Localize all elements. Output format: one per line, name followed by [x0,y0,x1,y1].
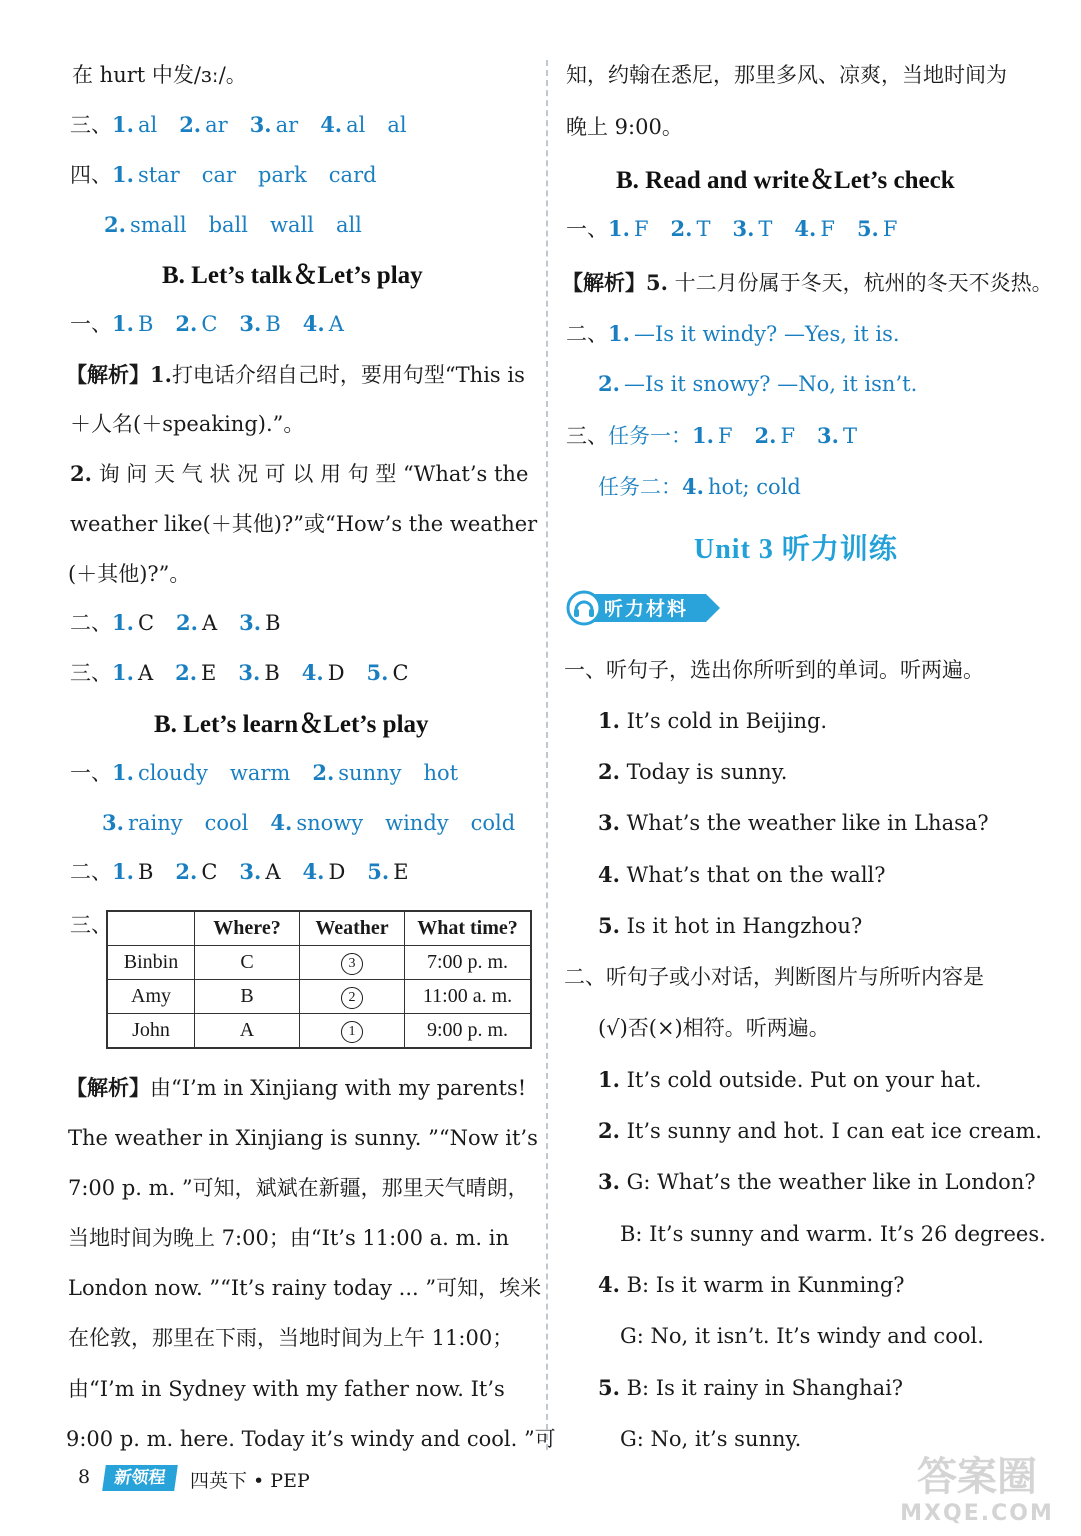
q1-title: 一、听句子，选出你所听到的单词。听两遍。 [564,658,984,682]
table-cell [300,1014,405,1049]
continued-line: 晚上 9:00。 [566,115,683,139]
answer-table [106,910,532,1049]
read-s1: 一、1. F 2. T 3. T 4. F 5. F [566,216,898,241]
learn-analysis-line: The weather in Xinjiang is sunny. ”“Now it’s [68,1126,538,1150]
read-s2-row2: 2. —Is it snowy? —No, it isn’t. [598,371,918,396]
q1-item: 1. It’s cold in Beijing. [598,708,828,733]
q1-item: 3. What’s the weather like in Lhasa? [598,810,989,835]
talk-analysis-2b: weather like(＋其他)?”或“How’s the weather [70,512,538,536]
talk-s2: 二、1. C 2. A 3. B [70,610,281,635]
table-cell: John [107,1014,195,1049]
read-s3-row2: 任务二：4. hot; cold [598,474,801,499]
watermark-logo [887,1440,1067,1528]
q1-item: 2. Today is sunny. [598,759,788,784]
table-cell: 7:00 p. m. [405,946,532,980]
q2-item: 2. It’s sunny and hot. I can eat ice cream. [598,1118,1042,1143]
learn-s2: 二、1. B 2. C 3. A 4. D 5. E [70,859,409,884]
table-cell: 11:00 a. m. [405,980,532,1014]
unit-title: Unit 3 听力训练 [694,534,898,565]
q2-item: G: No, it isn’t. It’s windy and cool. [620,1324,984,1348]
table-cell: 9:00 p. m. [405,1014,532,1049]
circled-number: 1 [341,1021,363,1043]
book-subtitle: 四英下 • PEP [190,1470,310,1492]
q1-item: 5. Is it hot in Hangzhou? [598,913,863,938]
heading-read: B. Read and write＆Let’s check [616,167,955,194]
learn-analysis-line: 在伦敦，那里在下雨，当地时间为上午 11:00； [68,1326,514,1350]
section4-row1: 四、1. star car park card [70,162,377,187]
learn-analysis-line: London now. ”“It’s rainy today ... ”可知，埃米 [68,1276,542,1300]
learn-analysis-line: 9:00 p. m. here. Today it’s windy and cool. ”可 [66,1427,556,1451]
learn-s3-label: 三、 [70,913,112,937]
talk-analysis-2a: 2. 询 问 天 气 状 况 可 以 用 句 型 “What’s the [70,461,529,486]
table-cell: B [195,980,300,1014]
watermark-bottom: MXQE.COM [900,1501,1054,1526]
q2-item: G: No, it’s sunny. [620,1427,802,1451]
circled-number: 3 [341,953,363,975]
read-s3-row1: 三、任务一：1. F 2. F 3. T [566,423,857,448]
learn-analysis-line: 当地时间为晚上 7:00；由“It’s 11:00 a. m. in [68,1226,509,1250]
learn-analysis-line: 【解析】由“I’m in Xinjiang with my parents! [66,1075,527,1100]
q2-item: 1. It’s cold outside. Put on your hat. [598,1067,982,1092]
q2-item: B: It’s sunny and warm. It’s 26 degrees. [620,1222,1046,1246]
q2-item: 4. B: Is it warm in Kunming? [598,1272,905,1297]
read-analysis: 【解析】5. 十二月份属于冬天，杭州的冬天不炎热。 [562,270,1053,295]
table-header [107,911,195,946]
listening-material-badge [566,590,726,626]
read-s2-row1: 二、1. —Is it windy? —Yes, it is. [566,321,900,346]
heading-learn: B. Let’s learn＆Let’s play [154,711,429,738]
q1-item: 4. What’s that on the wall? [598,862,886,887]
intro-line: 在 hurt 中发/ɜː/。 [72,63,247,87]
watermark-top: 答案圈 [917,1454,1037,1500]
circled-number: 2 [341,987,363,1009]
table-cell: Amy [107,980,195,1014]
q2-item: 5. B: Is it rainy in Shanghai? [598,1375,904,1400]
learn-s1-row1: 一、1. cloudy warm 2. sunny hot [70,760,459,785]
q2-title-cont: (√)否(×)相符。听两遍。 [598,1016,830,1040]
section3-answers: 三、1. al 2. ar 3. ar 4. al al [70,112,407,137]
table-row [107,980,531,1014]
badge-label: 听力材料 [604,598,689,620]
brand-logo: 新领程 [102,1465,178,1491]
table-cell [300,980,405,1014]
table-header: Weather [300,911,405,946]
table-cell: A [195,1014,300,1049]
talk-analysis-2c: (＋其他)?”。 [68,562,191,586]
talk-analysis-1b: ＋人名(＋speaking).”。 [70,412,305,436]
table-header: Where? [195,911,300,946]
talk-analysis-1a: 【解析】1.打电话介绍自己时，要用句型“This is [66,362,525,387]
table-row [107,1014,531,1049]
learn-s1-row2: 3. rainy cool 4. snowy windy cold [102,810,516,835]
continued-line: 知，约翰在悉尼，那里多风、凉爽，当地时间为 [566,63,1007,87]
table-header: What time? [405,911,532,946]
heading-talk: B. Let’s talk＆Let’s play [162,262,423,289]
column-divider [546,60,548,1450]
table-header-row [107,911,531,946]
talk-s3: 三、1. A 2. E 3. B 4. D 5. C [70,660,409,685]
learn-analysis-line: 7:00 p. m. ”可知，斌斌在新疆，那里天气晴朗， [68,1176,529,1200]
talk-s1: 一、1. B 2. C 3. B 4. A [70,311,344,336]
table-cell: Binbin [107,946,195,980]
table-cell [300,946,405,980]
q2-title: 二、听句子或小对话，判断图片与所听内容是 [564,965,984,989]
learn-analysis-line: 由“I’m in Sydney with my father now. It’s [68,1377,505,1401]
q2-item: 3. G: What’s the weather like in London? [598,1169,1036,1194]
section4-row2: 2. small ball wall all [104,212,362,237]
table-row [107,946,531,980]
table-cell: C [195,946,300,980]
page-number: 8 [78,1466,91,1488]
